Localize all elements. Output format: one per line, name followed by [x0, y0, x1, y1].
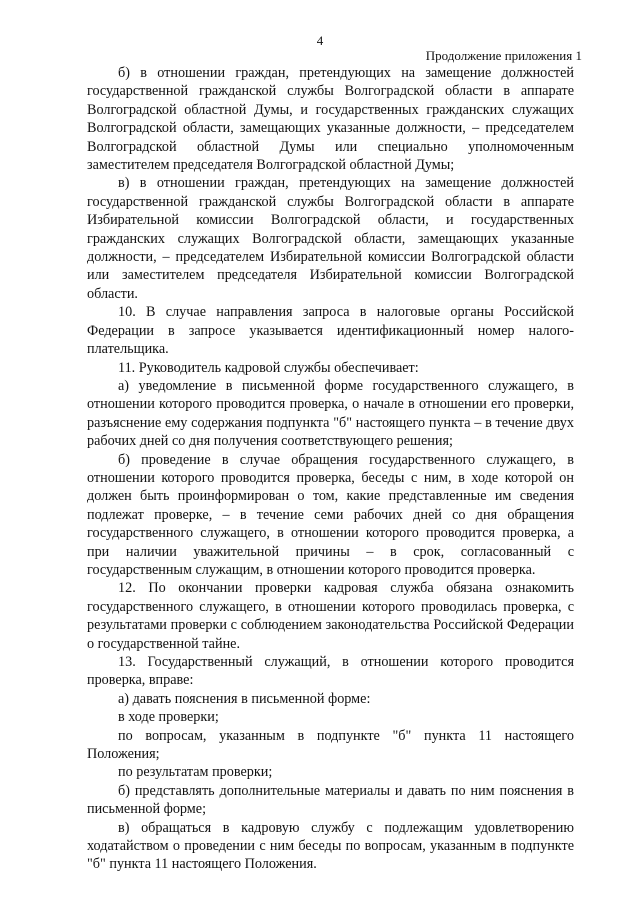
paragraph-b-duma: б) в отношении граждан, претендующих на замещение должностей государственной гражданской службы Волгоградской области в аппарате Волгоградской областной Думы, и государственных гражданских служащих Волгоградской области, замещающих указанные должности, – председателем Волгоградской областной Думы или специально уполномоченным заместителем председателя Волгоградской областной Думы; — [87, 65, 574, 174]
paragraph-13-a-1: в ходе проверки; — [118, 709, 219, 726]
paragraph-13-a-3: по результатам проверки; — [118, 764, 273, 781]
paragraph-13-a-2: по вопросам, указанным в подпункте "б" пункта 11 настоящего Положения; — [87, 727, 574, 763]
paragraph-v-election-commission: в) в отношении граждан, претендующих на замещение должностей государственной гражданской службы Волгоградской области в аппарате Избирательной комиссии Волгоградской области, и государственных гражданских служащих Волгоградской области, замещающих указанные должности, – председателем Избирательной комиссии Волгоградской области или заместителем председателя Избирательной комиссии Волгоградской области. — [87, 175, 574, 302]
paragraph-12: 12. По окончании проверки кадровая служба обязана ознакомить государственного служащего, в отношении которого проводилась проверка, с результатами проверки с соблюдением законодательства Российской Федерации о государственной тайне. — [87, 580, 574, 652]
paragraph-11-a: а) уведомление в письменной форме государственного служащего, в отношении которого проводится проверка, о начале в отношении его проверки, разъяснение ему содержания подпункта "б" настоящего пункта – в течение двух рабочих дней со дня получения соответствующего решения; — [87, 377, 574, 450]
paragraph-13-v: в) обращаться в кадровую службу с подлежащим удовлетворению ходатайством о проведении с ним беседы по вопросам, указанным в подпункте "б" пункта 11 настоящего Положения. — [87, 819, 574, 873]
paragraph-13-a: а) давать пояснения в письменной форме: — [118, 690, 371, 707]
paragraph-13-b: б) представлять дополнительные материалы и давать по ним пояснения в письменной форме; — [87, 782, 574, 818]
paragraph-11-b: б) проведение в случае обращения государственного служащего, в отношении которого проводится проверка, беседы с ним, в ходе которой он должен быть проинформирован о том, какие представленные им сведения подлежат проверке, – в течение семи рабочих дней со дня обращения государственного служащего, в отношении которого проводится проверка, а при наличии уважительной причины – в срок, согласованный с государственным служащим, в отношении которого проводится проверка. — [87, 451, 574, 578]
continuation-label: Продолжение приложения 1 — [425, 48, 582, 63]
paragraph-10: 10. В случае направления запроса в налоговые органы Российской Федерации в запросе указывается идентификационный номер налого-плательщика. — [87, 304, 574, 358]
paragraph-11: 11. Руководитель кадровой службы обеспечивает: — [118, 359, 419, 376]
paragraph-13: 13. Государственный служащий, в отношении которого проводится проверка, вправе: — [87, 654, 574, 689]
page-number: 4 — [316, 33, 324, 48]
document-body — [87, 64, 574, 874]
